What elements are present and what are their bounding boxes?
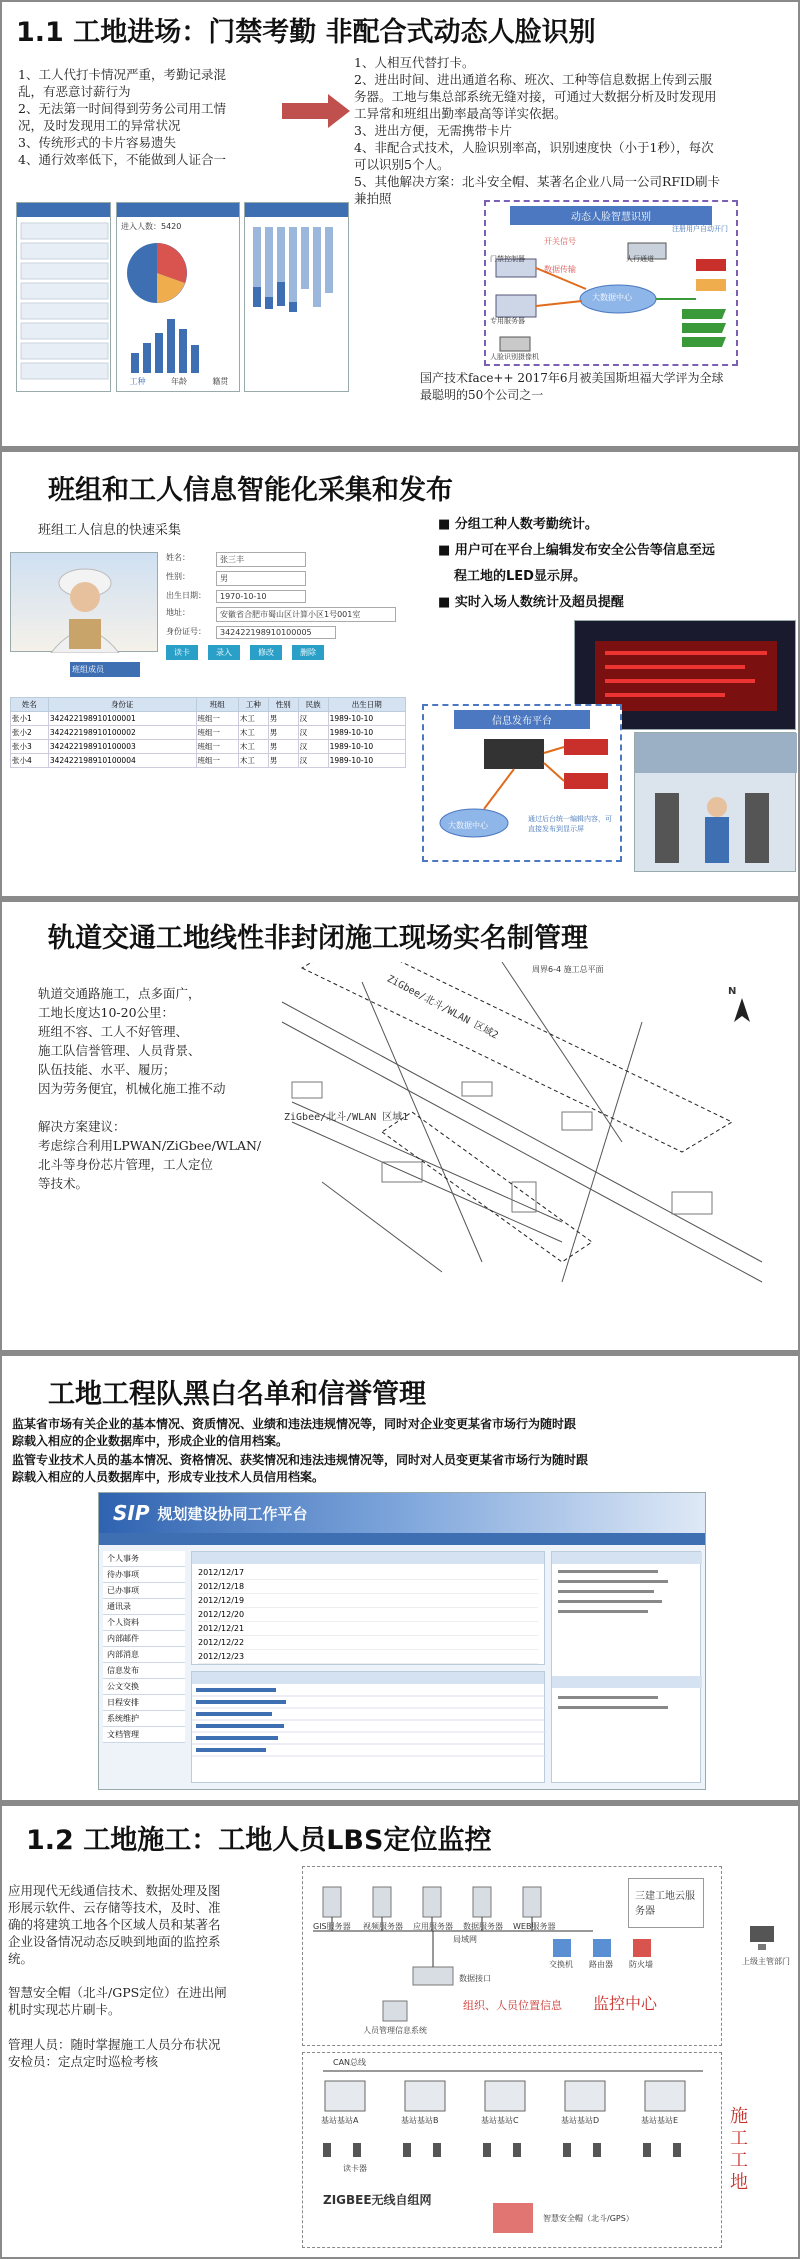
solution-line: 4、非配合式技术，人脸识别率高，识别速度快（小于1秒），每次 [354,140,714,155]
bullet-item: ■ 用户可在平台上编辑发布安全公告等信息至远 [438,543,715,558]
app-tabs [117,376,241,387]
label-switch-signal: 开关信号 [544,237,576,246]
text-line: 施工队信誉管理、人员背景、 [38,1043,201,1058]
read-card-button[interactable]: 读卡 [166,645,198,660]
table-header-cell: 民族 [298,698,328,712]
table-cell: 木工 [238,726,268,740]
zone-1-label: ZiGbee/北斗/WLAN 区域1 [284,1112,409,1123]
menu-item[interactable]: 信息发布 [103,1663,185,1679]
worker-form [166,552,406,660]
text-line: 踪载入相应的人员数据库中，形成专业技术人员信用档案。 [12,1470,325,1484]
solution-line: 2、进出时间、进出通道名称、班次、工种等信息数据上传到云服 [354,72,712,87]
problem-line: 3、传统形式的卡片容易遗失 [18,135,176,150]
site-plan-map [262,962,792,1292]
table-cell: 1989-10-10 [328,726,405,740]
release-graphics [424,733,620,863]
solution-line: 兼拍照 [354,191,392,206]
server-gis: GIS服务器 [313,1922,351,1931]
data-interface-label: 数据接口 [459,1974,491,1983]
table-cell: 张小2 [11,726,49,740]
slide-blacklist [2,1356,798,1800]
table-cell: 木工 [238,712,268,726]
table-cell: 木工 [238,740,268,754]
menu-item[interactable]: 内部消息 [103,1647,185,1663]
north-arrow-icon [734,998,750,1022]
label-server: 专用服务器 [490,317,525,325]
server-video: 视频服务器 [363,1922,403,1931]
label-auto-open: 注册用户自动开门 [672,225,728,233]
helmet-label: 智慧安全帽（北斗/GPS） [543,2214,634,2223]
mgmt-label: 人员管理信息系统 [363,2026,427,2035]
right-panel [551,1551,701,1783]
date-row[interactable]: 2012/12/23 [198,1650,538,1664]
base-station-label: 基站基站A [321,2116,359,2125]
diagram-title: 动态人脸智慧识别 [510,206,712,225]
stat-label: 进入人数：5420 [121,222,182,231]
date-row[interactable]: 2012/12/22 [198,1636,538,1650]
field-label: 姓名： [166,553,190,562]
turnstile-icon [635,733,797,873]
para-roles [8,2036,221,2070]
para-enterprise [12,1416,576,1450]
face-recognition-diagram [484,200,738,366]
table-cell: 342422198910100004 [48,754,196,768]
platform-screenshot [98,1492,706,1790]
base-station-graphics [303,2053,723,2249]
solution-line: 3、进出方便，无需携带卡片 [354,123,512,138]
base-station-label: 基站基站E [641,2116,679,2125]
label-camera: 人脸识别摄像机 [490,353,539,361]
problem-list [18,66,288,168]
table-cell: 男 [268,754,298,768]
label-gate-controller: 门禁控制器 [490,255,525,263]
menu-item[interactable]: 公文交换 [103,1679,185,1695]
table-row[interactable] [11,712,406,726]
sip-logo: SIP [113,1501,150,1525]
table-header-cell: 性别 [268,698,298,712]
base-station-label: 基站基站D [561,2116,600,2125]
main-table [191,1551,545,1665]
pie-chart-icon [117,233,241,383]
solution-line: 务器。工地与集总部系统无缝对接，可通过大数据分析及时发现用 [354,89,717,104]
menu-item[interactable]: 个人资料 [103,1615,185,1631]
table-cell: 男 [268,726,298,740]
text-line: 应用现代无线通信技术、数据处理及图 [8,1883,221,1898]
slide-team-info [2,452,798,896]
site-label: 施工工地 [730,2106,748,2193]
spacer [38,1098,261,1117]
table-cell: 汉 [298,740,328,754]
cloud-server-box [628,1878,704,1928]
app-header [117,203,239,217]
table-row[interactable] [11,726,406,740]
rail-text [38,984,261,1193]
text-line: 监管专业技术人员的基本情况、资格情况、获奖情况和违法违规情况等，同时对人员变更某省市场行为随时跟 [12,1453,589,1467]
text-line: 班组不容、工人不好管理、 [38,1024,189,1039]
text-line: 安检员：定点定时巡检考核 [8,2054,159,2069]
slide-gate-attendance [2,2,798,446]
table-header-cell: 班组 [196,698,238,712]
table-cell: 班组一 [196,740,238,754]
menu-item[interactable]: 文档管理 [103,1727,185,1743]
field-label: 性别： [166,572,190,581]
switch-label: 交换机 [549,1960,573,1969]
menu-item[interactable]: 待办事项 [103,1567,185,1583]
table-cell: 汉 [298,754,328,768]
table-cell: 张小3 [11,740,49,754]
table-row[interactable] [11,754,406,768]
members-table [10,697,406,768]
bullet-item: ■ 实时入场人数统计及超员提醒 [438,595,624,610]
delete-button[interactable]: 删除 [292,645,324,660]
birthdate-field[interactable]: 1970-10-10 [216,590,306,603]
worker-photo [10,552,158,652]
sidebar-menu [103,1551,185,1743]
monitor-center-label: 监控中心 [593,1994,658,2013]
arrow-right-icon [282,94,352,128]
dept-label: 上级主管部门 [742,1957,790,1966]
para-staff [12,1452,588,1486]
text-line: 队伍技能、水平、履历； [38,1062,176,1077]
notice-lines [552,1552,702,1784]
bullet-item: ■ 分组工种人数考勤统计。 [438,517,598,532]
table-cell: 1989-10-10 [328,754,405,768]
form-subtitle: 班组工人信息的快速采集 [38,523,182,538]
can-bus-label: CAN总线 [333,2058,367,2067]
slide-title: 轨道交通工地线性非封闭施工现场实名制管理 [48,923,588,954]
edit-button[interactable]: 修改 [250,645,282,660]
footnote-line: 最聪明的50个公司之一 [420,388,544,402]
platform-banner [99,1493,705,1533]
table-cell: 汉 [298,712,328,726]
gender-field[interactable]: 男 [216,571,306,586]
cloud-server-label: 三建工地云服务器 [635,1891,695,1917]
computer-icon [748,1924,778,1954]
table-row[interactable] [11,740,406,754]
text-line: 管理人员：随时掌握施工人员分布状况 [8,2037,221,2052]
tab-trade[interactable]: 工种 [129,377,146,386]
para-intro [8,1882,221,1967]
feature-bullets [438,512,715,616]
list-rows [17,217,112,393]
text-line: 确的将建筑工地各个区域人员和某著名 [8,1917,221,1932]
slide-lbs-monitor [2,1806,798,2257]
date-list [192,1564,544,1666]
table-body [11,712,406,768]
team-table [10,662,406,768]
field-label: 出生日期： [166,591,206,600]
text-line: 机时实现芯片刷卡。 [8,2002,121,2017]
base-station-label: 基站基站B [401,2116,439,2125]
text-line: 考虑综合利用LPWAN/ZiGbee/WLAN/ [38,1138,262,1153]
solution-line: 1、人相互代替打卡。 [354,55,475,70]
form-row [166,590,406,603]
solution-list [354,54,794,207]
slide-title: 1.2 工地施工：工地人员LBS定位监控 [26,1825,492,1856]
slide-title: 工地工程队黑白名单和信誉管理 [48,1379,426,1410]
table-header-cell: 工种 [238,698,268,712]
enter-button[interactable]: 录入 [208,645,240,660]
label-data-center: 大数据中心 [448,821,488,830]
form-row [166,552,406,567]
router-label: 路由器 [589,1960,613,1969]
footnote [420,370,724,404]
app-screenshot-pie [116,202,240,392]
second-table [191,1671,545,1783]
server-web: WEB服务器 [513,1922,556,1931]
form-row [166,607,406,622]
table-cell: 男 [268,712,298,726]
table-header-cell: 出生日期 [328,698,405,712]
tab-age[interactable]: 年龄 [170,377,187,386]
table-cell: 男 [268,740,298,754]
table-cell: 班组一 [196,754,238,768]
address-field[interactable]: 安徽省合肥市蜀山区计算小区1号001室 [216,607,396,622]
slide-title: 1.1 工地进场：门禁考勤 非配合式动态人脸识别 [16,17,596,48]
form-buttons [166,645,406,660]
table-cell: 342422198910100003 [48,740,196,754]
table-cell: 342422198910100001 [48,712,196,726]
menu-item[interactable]: 个人事务 [103,1551,185,1567]
firewall-label: 防火墙 [629,1960,653,1969]
slide-rail-site [2,902,798,1350]
label-release-note: 通过后台统一编辑内容，可直接发布到显示屏 [528,815,612,833]
table-cell: 342422198910100002 [48,726,196,740]
table-cell: 张小4 [11,754,49,768]
para-helmet [8,1984,227,2018]
text-line: 等技术。 [38,1176,89,1191]
text-line: 企业设备情况动态反映到地面的监控系 [8,1934,221,1949]
text-line: 因为劳务便宜，机械化施工推不动 [38,1081,226,1096]
date-row[interactable]: 2012/12/21 [198,1622,538,1636]
map-title: 周界6-4 施工总平面 [532,965,604,974]
slide-title: 班组和工人信息智能化采集和发布 [48,475,453,506]
position-info-label: 组织、人员位置信息 [463,1999,562,2012]
site-box [302,2052,722,2248]
server-data: 数据服务器 [463,1922,503,1931]
problem-line: 乱，有恶意讨薪行为 [18,84,131,99]
text-line: 统。 [8,1951,34,1966]
date-row[interactable]: 2012/12/20 [198,1608,538,1622]
table-cell: 班组一 [196,712,238,726]
worker-avatar-icon [11,553,159,653]
table-cell: 班组一 [196,726,238,740]
table-title: 班组成员 [70,662,140,677]
table-header [11,698,406,712]
lan-label: 局域网 [453,1935,477,1944]
table-header-cell: 姓名 [11,698,49,712]
table-cell: 1989-10-10 [328,740,405,754]
reader-label: 读卡器 [343,2164,367,2173]
solution-line: 可以识别5个人。 [354,157,450,172]
footnote-line: 国产技术face++ 2017年6月被美国斯坦福大学评为全球 [420,371,724,385]
gate-photo [634,732,796,872]
app-header [17,203,110,217]
field-label: 地址： [166,608,190,617]
app-screenshot-bars [244,202,349,392]
date-row[interactable]: 2012/12/17 [198,1566,538,1580]
release-platform-diagram [422,704,622,862]
base-station-label: 基站基站C [481,2116,519,2125]
text-line: 监某省市场有关企业的基本情况、资质情况、业绩和违法违规情况等，同时对企业变更某省市场行为随时跟 [12,1417,577,1431]
north-label: N [728,986,737,997]
tab-hometown[interactable]: 籍贯 [212,377,229,386]
solution-line: 5、其他解决方案：北斗安全帽、某著名企业八局一公司RFID刷卡 [354,174,720,189]
bar-chart-icon [245,217,350,387]
zone-2-label: ZiGbee/北斗/WLAN 区域2 [384,973,500,1042]
name-field[interactable]: 张三丰 [216,552,306,567]
table-head [192,1552,544,1564]
app-header [245,203,348,217]
table-lines [192,1684,546,1780]
problem-line: 况，及时发现用工的异常状况 [18,118,181,133]
table-cell: 汉 [298,726,328,740]
table-cell: 木工 [238,754,268,768]
table-head [192,1672,544,1684]
table-cell: 1989-10-10 [328,712,405,726]
release-title: 信息发布平台 [454,710,590,729]
problem-line: 2、无法第一时间得到劳务公司用工情 [18,101,226,116]
menu-item[interactable]: 内部邮件 [103,1631,185,1647]
date-row[interactable]: 2012/12/19 [198,1594,538,1608]
label-passage: 人行通道 [626,255,654,263]
menu-item[interactable]: 系统维护 [103,1711,185,1727]
menu-item[interactable]: 通讯录 [103,1599,185,1615]
text-line: 形展示软件、云存储等技术，及时、准 [8,1900,221,1915]
server-app: 应用服务器 [413,1922,453,1931]
text-line: 解决方案建议： [38,1119,126,1134]
zigbee-label: ZIGBEE无线自组网 [323,2193,432,2207]
bullet-item: 程工地的LED显示屏。 [454,569,586,584]
table-header-cell: 身份证 [48,698,196,712]
text-line: 轨道交通路施工，点多面广， [38,986,201,1001]
problem-line: 4、通行效率低下，不能做到人证合一 [18,152,226,167]
date-row[interactable]: 2012/12/18 [198,1580,538,1594]
field-label: 身份证号： [166,627,206,636]
menu-item[interactable]: 日程安排 [103,1695,185,1711]
solution-line: 工异常和班组出勤率最高等详实依据。 [354,106,567,121]
text-line: 北斗等身份芯片管理，工人定位 [38,1157,214,1172]
label-data-transfer: 数据传输 [544,265,576,274]
problem-line: 1、工人代打卡情况严重，考勤记录混 [18,67,226,82]
form-row [166,571,406,586]
app-screenshot-list [16,202,111,392]
label-big-data: 大数据中心 [592,293,632,302]
form-row [166,626,406,639]
nav-bar [99,1533,705,1545]
menu-item[interactable]: 已办事项 [103,1583,185,1599]
text-line: 踪载入相应的企业数据库中，形成企业的信用档案。 [12,1434,289,1448]
id-number-field[interactable]: 342422198910100005 [216,626,336,639]
table-cell: 张小1 [11,712,49,726]
text-line: 工地长度达10-20公里： [38,1005,175,1020]
platform-name: 规划建设协同工作平台 [157,1504,308,1523]
text-line: 智慧安全帽（北斗/GPS定位）在进出闸 [8,1985,227,2000]
